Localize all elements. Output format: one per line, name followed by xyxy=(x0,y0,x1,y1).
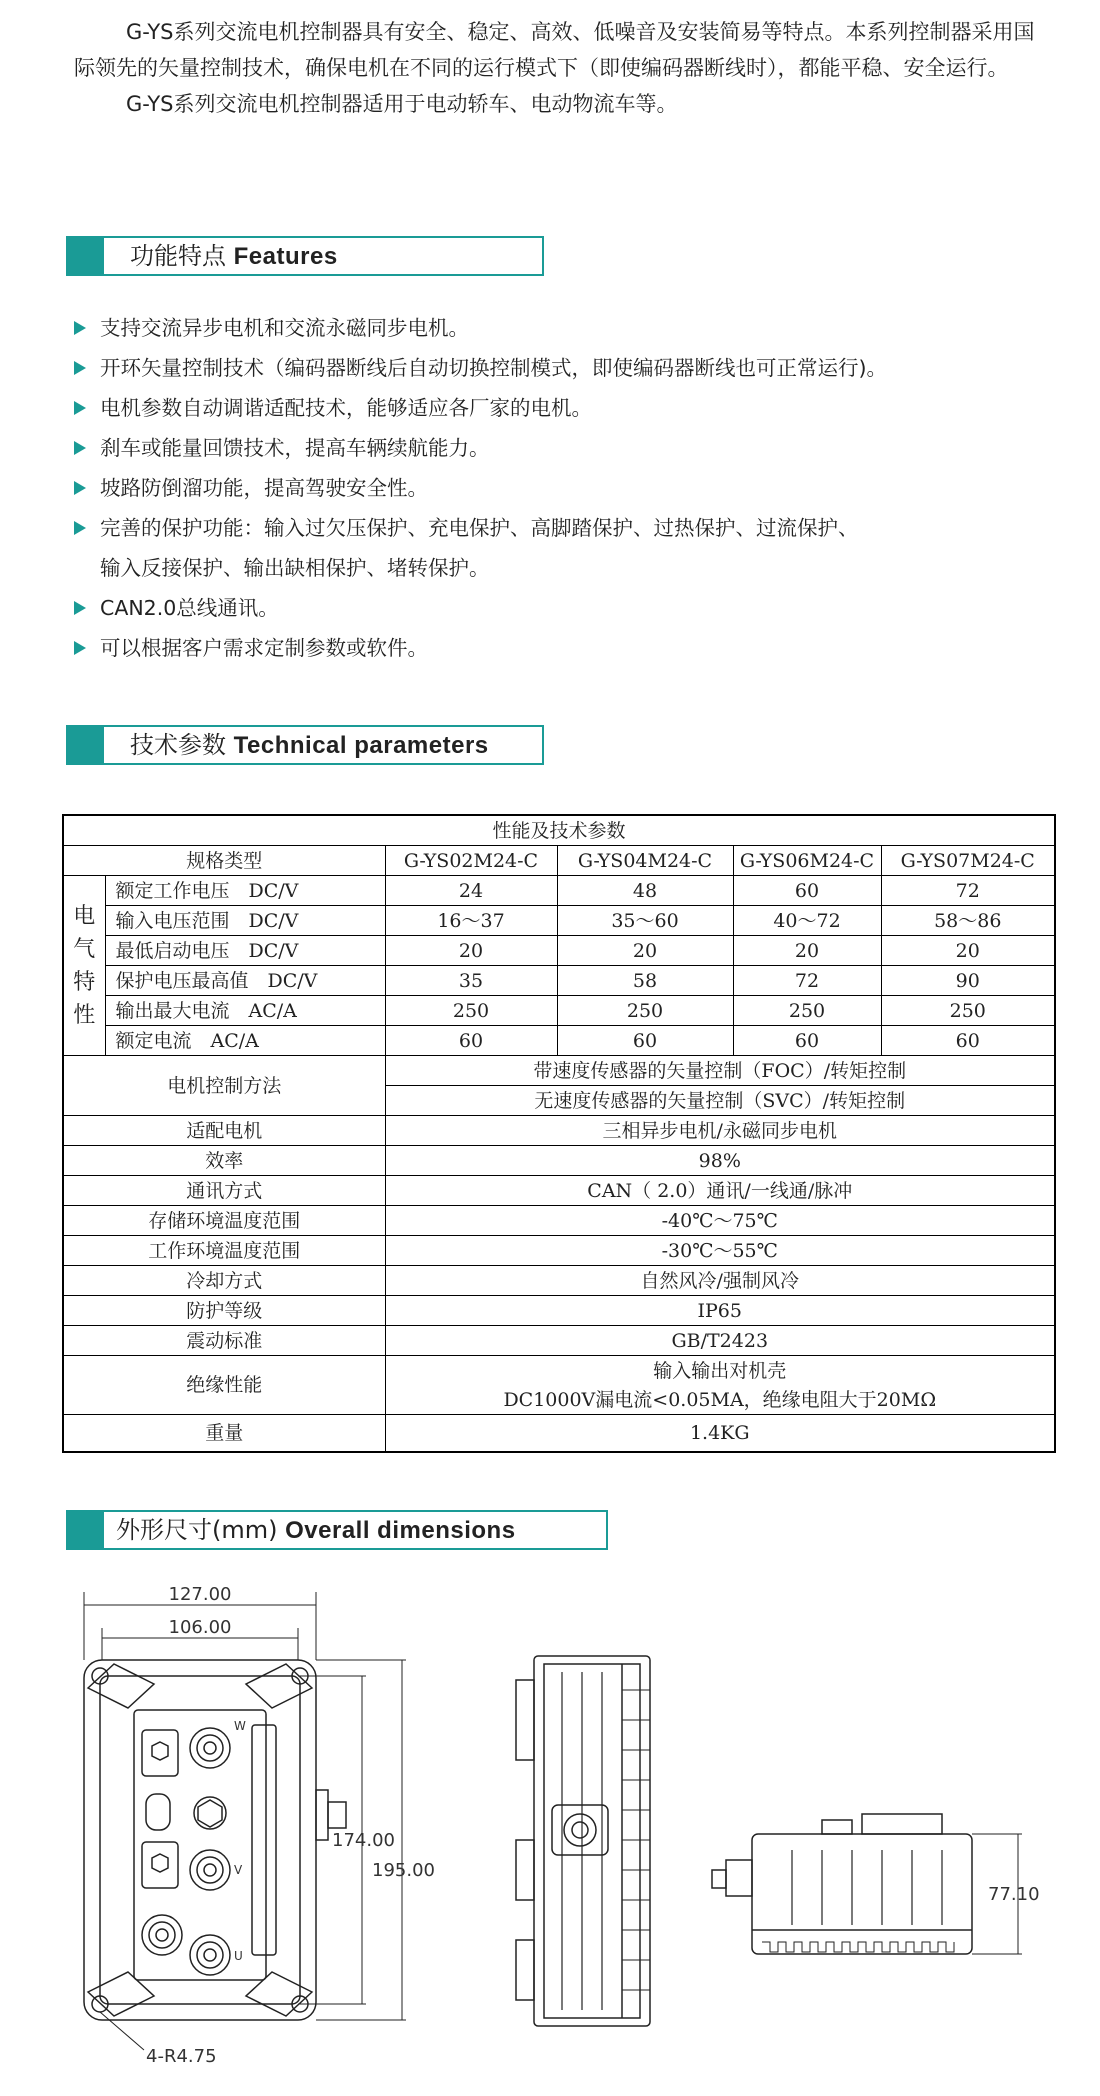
list-item: 开环矢量控制技术（编码器断线后自动切换控制模式，即使编码器断线也可正常运行)。 xyxy=(74,348,1074,388)
table-cell: 35～60 xyxy=(557,906,733,936)
dim-width-outer: 127.00 xyxy=(168,1584,232,1605)
table-row xyxy=(63,1415,1055,1453)
list-item: 坡路防倒溜功能，提高驾驶安全性。 xyxy=(74,468,1074,508)
table-cell: 58～86 xyxy=(881,906,1055,936)
section-accent-bar xyxy=(66,236,104,276)
section-title-en: Features xyxy=(233,243,338,270)
table-cell: 60 xyxy=(881,1026,1055,1056)
row-label: 震动标准 xyxy=(63,1326,385,1356)
list-item: 完善的保护功能：输入过欠压保护、充电保护、高脚踏保护、过热保护、过流保护、 xyxy=(74,508,1074,548)
table-row xyxy=(63,1026,1055,1056)
table-cell: 40～72 xyxy=(733,906,881,936)
section-title-cn: 功能特点 xyxy=(130,242,226,270)
terminal-label-u: U xyxy=(234,1949,243,1963)
row-label: 输入电压范围 DC/V xyxy=(105,906,385,936)
table-cell: 90 xyxy=(881,966,1055,996)
features-section-header xyxy=(66,236,544,276)
table-cell: CAN（ 2.0）通讯/一线通/脉冲 xyxy=(385,1176,1055,1206)
bullet-triangle-icon xyxy=(74,401,86,415)
model-header: G-YS04M24-C xyxy=(557,846,733,876)
spec-table xyxy=(62,814,1056,1453)
table-cell: 16～37 xyxy=(385,906,557,936)
table-cell: IP65 xyxy=(385,1296,1055,1326)
spec-label: 规格类型 xyxy=(63,846,385,876)
terminal-label-w: W xyxy=(234,1719,246,1733)
row-label: 存储环境温度范围 xyxy=(63,1206,385,1236)
section-accent-bar xyxy=(66,1510,104,1550)
row-label: 冷却方式 xyxy=(63,1266,385,1296)
table-cell: 1.4KG xyxy=(385,1415,1055,1453)
table-cell: 60 xyxy=(733,876,881,906)
model-header: G-YS02M24-C xyxy=(385,846,557,876)
front-view-drawing xyxy=(84,1592,406,2050)
section-title-cn: 外形尺寸(mm) xyxy=(116,1516,278,1544)
section-title-en: Overall dimensions xyxy=(285,1517,516,1544)
table-cell: DC1000V漏电流<0.05MA，绝缘电阻大于20MΩ xyxy=(385,1385,1055,1415)
dim-height-inner: 174.00 xyxy=(332,1830,395,1851)
section-title xyxy=(130,727,489,764)
bullet-triangle-icon xyxy=(74,481,86,495)
table-row xyxy=(63,1116,1055,1146)
dim-depth: 77.10 xyxy=(988,1884,1040,1905)
table-cell: -30℃～55℃ xyxy=(385,1236,1055,1266)
dims-section-header xyxy=(66,1510,608,1550)
table-cell: 72 xyxy=(881,876,1055,906)
table-row xyxy=(63,876,1055,906)
section-title-en: Technical parameters xyxy=(233,732,489,759)
model-header: G-YS06M24-C xyxy=(733,846,881,876)
dim-radius: 4-R4.75 xyxy=(146,2046,217,2067)
table-cell: 72 xyxy=(733,966,881,996)
end-view-drawing xyxy=(712,1814,1022,1954)
table-row xyxy=(63,1326,1055,1356)
intro xyxy=(74,14,1054,122)
table-cell: 20 xyxy=(385,936,557,966)
table-cell: 带速度传感器的矢量控制（FOC）/转矩控制 xyxy=(385,1056,1055,1086)
table-cell: 20 xyxy=(733,936,881,966)
model-header: G-YS07M24-C xyxy=(881,846,1055,876)
table-row xyxy=(63,846,1055,876)
row-label: 通讯方式 xyxy=(63,1176,385,1206)
table-row xyxy=(63,1356,1055,1386)
row-label: 防护等级 xyxy=(63,1296,385,1326)
table-row xyxy=(63,1296,1055,1326)
table-cell: 60 xyxy=(557,1026,733,1056)
bullet-triangle-icon xyxy=(74,361,86,375)
tech-section-header xyxy=(66,725,544,765)
table-row xyxy=(63,966,1055,996)
row-label: 输出最大电流 AC/A xyxy=(105,996,385,1026)
table-row xyxy=(63,1266,1055,1296)
row-label: 电机控制方法 xyxy=(63,1056,385,1116)
table-row xyxy=(63,815,1055,846)
list-item: 可以根据客户需求定制参数或软件。 xyxy=(74,628,1074,668)
table-cell: 250 xyxy=(733,996,881,1026)
row-label: 保护电压最高值 DC/V xyxy=(105,966,385,996)
bullet-triangle-icon xyxy=(74,441,86,455)
row-label: 绝缘性能 xyxy=(63,1356,385,1415)
list-item: 支持交流异步电机和交流永磁同步电机。 xyxy=(74,308,1074,348)
row-label: 效率 xyxy=(63,1146,385,1176)
row-label: 工作环境温度范围 xyxy=(63,1236,385,1266)
table-cell: 98% xyxy=(385,1146,1055,1176)
table-cell: 自然风冷/强制风冷 xyxy=(385,1266,1055,1296)
section-title-cn: 技术参数 xyxy=(130,731,226,759)
bullet-triangle-icon xyxy=(74,641,86,655)
row-label: 重量 xyxy=(63,1415,385,1453)
section-accent-bar xyxy=(66,725,104,765)
side-view-drawing xyxy=(516,1656,650,2026)
bullet-triangle-icon xyxy=(74,521,86,535)
table-row xyxy=(63,936,1055,966)
table-cell: 60 xyxy=(733,1026,881,1056)
row-label: 额定工作电压 DC/V xyxy=(105,876,385,906)
terminal-label-v: V xyxy=(234,1863,243,1877)
table-cell: 250 xyxy=(557,996,733,1026)
features-list xyxy=(74,308,1074,668)
dim-width-inner: 106.00 xyxy=(168,1617,232,1638)
table-cell: 250 xyxy=(385,996,557,1026)
table-cell: -40℃～75℃ xyxy=(385,1206,1055,1236)
table-cell: 35 xyxy=(385,966,557,996)
section-title xyxy=(130,238,338,275)
table-cell: 48 xyxy=(557,876,733,906)
table-row xyxy=(63,1206,1055,1236)
table-row xyxy=(63,1236,1055,1266)
table-cell: 三相异步电机/永磁同步电机 xyxy=(385,1116,1055,1146)
bullet-triangle-icon xyxy=(74,601,86,615)
list-item: CAN2.0总线通讯。 xyxy=(74,588,1074,628)
table-cell: 24 xyxy=(385,876,557,906)
intro-paragraph-2: G-YS系列交流电机控制器适用于电动轿车、电动物流车等。 xyxy=(126,92,678,116)
list-item-continuation: 输入反接保护、输出缺相保护、堵转保护。 xyxy=(100,556,490,580)
table-row xyxy=(63,1056,1055,1086)
table-cell: 58 xyxy=(557,966,733,996)
table-title: 性能及技术参数 xyxy=(63,815,1055,846)
section-title xyxy=(116,1512,516,1549)
row-label: 适配电机 xyxy=(63,1116,385,1146)
table-cell: 250 xyxy=(881,996,1055,1026)
table-cell: 输入输出对机壳 xyxy=(385,1356,1055,1386)
table-row xyxy=(63,1176,1055,1206)
table-row xyxy=(63,1146,1055,1176)
table-cell: 20 xyxy=(557,936,733,966)
bullet-triangle-icon xyxy=(74,321,86,335)
list-item: 电机参数自动调谐适配技术，能够适应各厂家的电机。 xyxy=(74,388,1074,428)
row-label: 最低启动电压 DC/V xyxy=(105,936,385,966)
intro-paragraph-1: G-YS系列交流电机控制器具有安全、稳定、高效、低噪音及安装简易等特点。本系列控制器采用国际领先的矢量控制技术，确保电机在不同的运行模式下（即使编码器断线时），都能平稳、安全运行。 xyxy=(74,20,1035,80)
table-cell: 无速度传感器的矢量控制（SVC）/转矩控制 xyxy=(385,1086,1055,1116)
table-cell: GB/T2423 xyxy=(385,1326,1055,1356)
table-cell: 60 xyxy=(385,1026,557,1056)
electrical-group-label: 电气特性 xyxy=(63,876,105,1056)
row-label: 额定电流 AC/A xyxy=(105,1026,385,1056)
table-row xyxy=(63,996,1055,1026)
dim-height-outer: 195.00 xyxy=(372,1860,435,1881)
table-row xyxy=(63,906,1055,936)
list-item: 刹车或能量回馈技术，提高车辆续航能力。 xyxy=(74,428,1074,468)
table-cell: 20 xyxy=(881,936,1055,966)
dimension-drawings xyxy=(62,1580,1062,2080)
